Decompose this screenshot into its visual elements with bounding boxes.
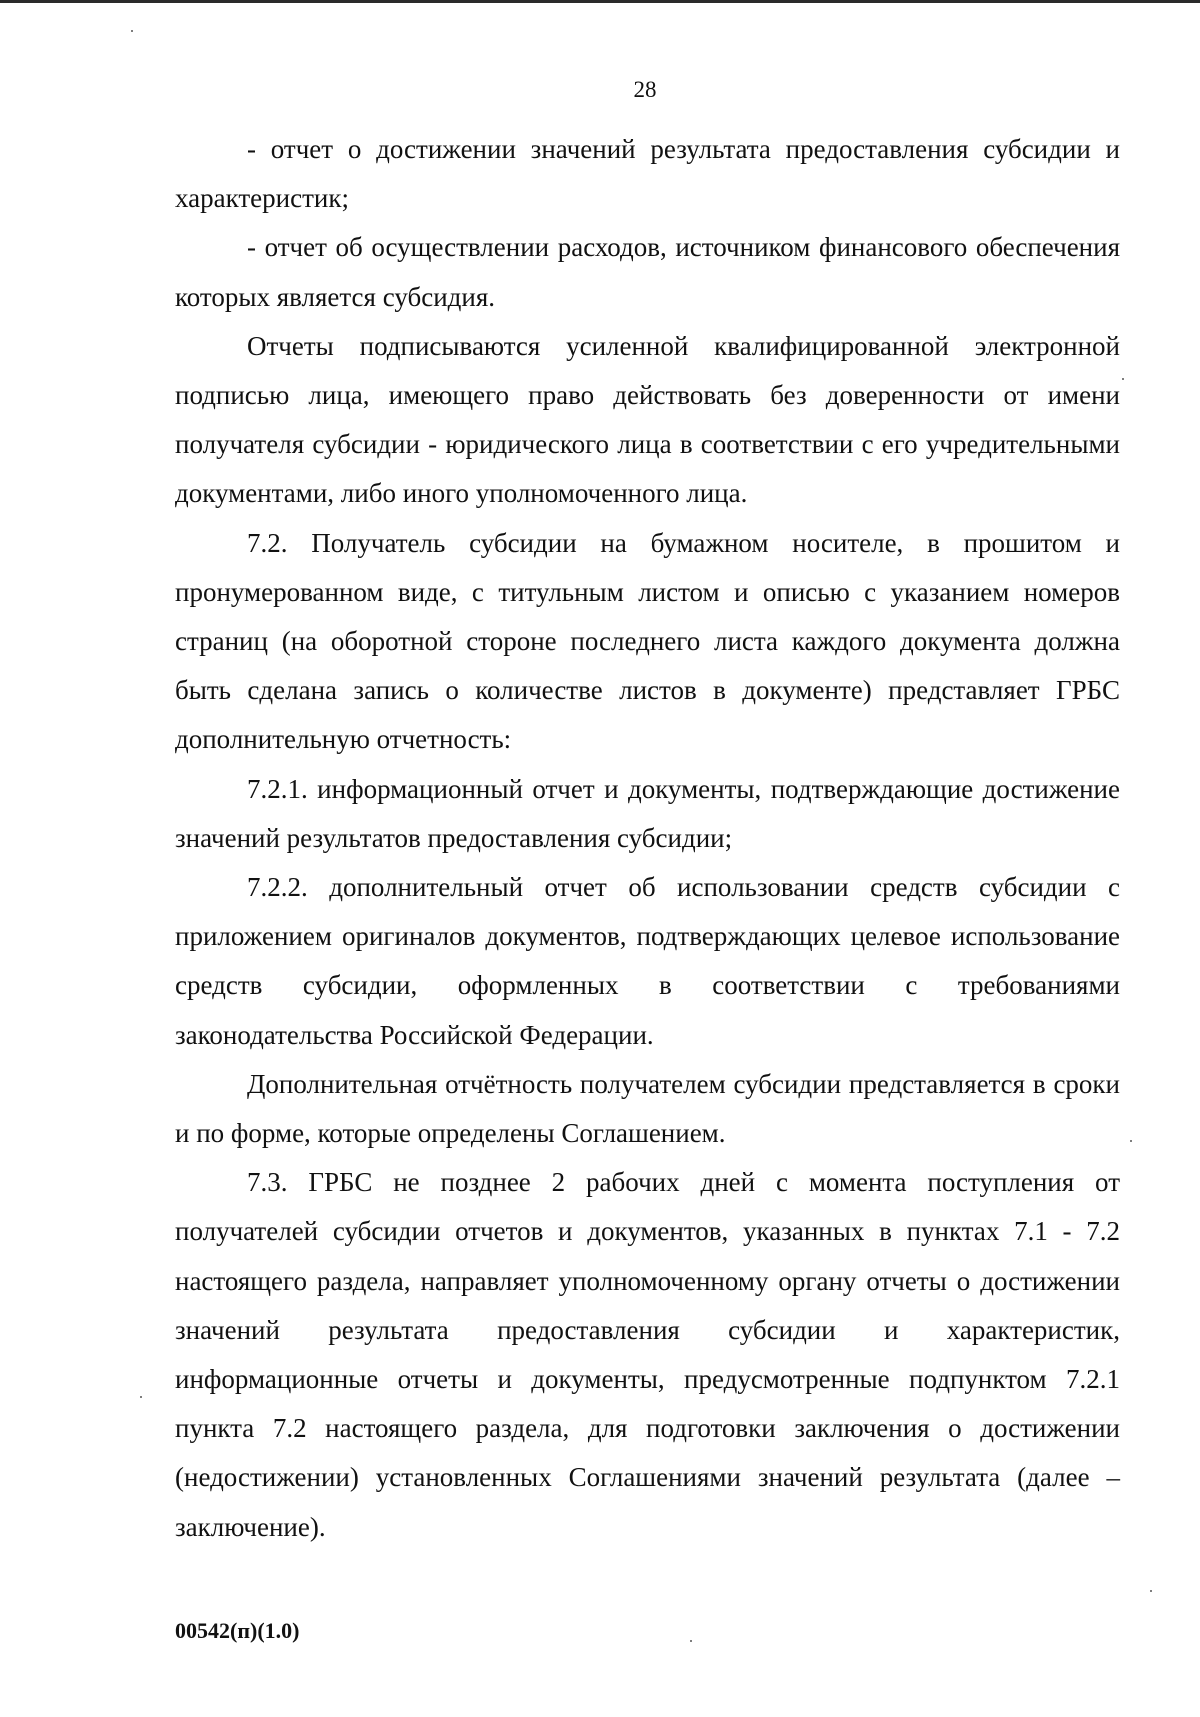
page-number: 28 [633, 77, 657, 102]
scan-speck [1130, 1140, 1132, 1142]
scan-speck [140, 1396, 142, 1398]
scan-speck [131, 30, 133, 32]
paragraph-reports-signature: Отчеты подписываются усиленной квалифицированной электронной подписью лица, имеющего право действовать без доверенности от имени получателя субсидии - юридического лица в соответствии с его учредительными документами, либо иного уполномоченного лица. [175, 330, 1120, 509]
top-scan-border [0, 0, 1200, 3]
document-body [175, 125, 1120, 1552]
paragraph-7-2-1: 7.2.1. информационный отчет и документы, подтверждающие достижение значений результатов предоставления субсидии; [175, 773, 1120, 853]
scan-speck [1150, 1590, 1152, 1592]
paragraph-report-results: - отчет о достижении значений результата предоставления субсидии и характеристик; [175, 134, 1120, 214]
document-code: 00542(п)(1.0) [175, 1618, 300, 1643]
scan-speck [1122, 378, 1124, 380]
paragraph-additional-reporting: Дополнительная отчётность получателем субсидии представляется в сроки и по форме, которые определены Соглашением. [175, 1068, 1120, 1149]
paragraph-7-2-2: 7.2.2. дополнительный отчет об использовании средств субсидии с приложением оригиналов документов, подтверждающих целевое использование средств субсидии, оформленных в соответствии с требованиями законодательства Российской Федерации. [175, 872, 1120, 1050]
paragraph-7-2: 7.2. Получатель субсидии на бумажном носителе, в прошитом и пронумерованном виде, с титульным листом и описью с указанием номеров страниц (на оборотной стороне последнего листа каждого документа должна быть сделана запись о количестве листов в документе) представляет ГРБС дополнительную отчетность: [175, 527, 1120, 755]
paragraph-report-expenses: - отчет об осуществлении расходов, источником финансового обеспечения которых является субсидия. [175, 232, 1120, 312]
scan-speck [690, 1640, 692, 1642]
paragraph-7-3: 7.3. ГРБС не позднее 2 рабочих дней с момента поступления от получателей субсидии отчетов и документов, указанных в пунктах 7.1 - 7.2 настоящего раздела, направляет уполномоченному органу отчеты о достижении значений результата предоставления субсидии и характеристик, информационные отчеты и документы, предусмотренные подпунктом 7.2.1 пункта 7.2 настоящего раздела, для подготовки заключения о достижении (недостижении) установленных Соглашениями значений результата (далее – заключение). [175, 1167, 1120, 1542]
